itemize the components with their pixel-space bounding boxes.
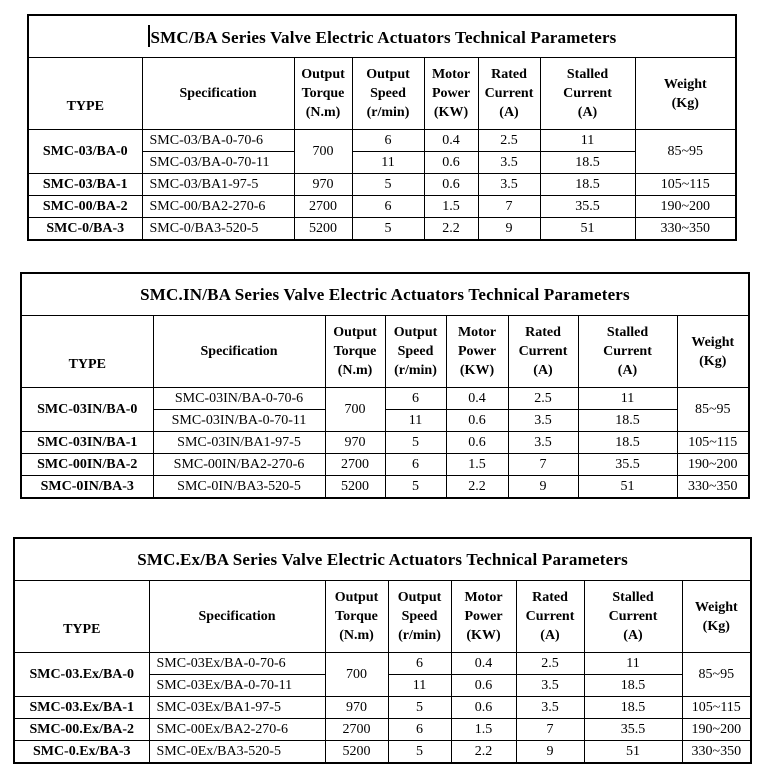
table-smc-ba: [27, 14, 737, 241]
table-row: [14, 719, 751, 741]
cell-type: SMC-0.Ex/BA-3: [14, 741, 149, 764]
column-header-motor-power: [446, 316, 508, 388]
column-header-rated-current: [508, 316, 578, 388]
cell-spec: SMC-03Ex/BA-0-70-11: [149, 675, 325, 697]
title-row: [14, 538, 751, 581]
header-line: Power: [464, 609, 503, 624]
cell-type: SMC-03IN/BA-1: [21, 432, 153, 454]
table-row: [28, 218, 736, 241]
cell-rated: 3.5: [516, 675, 584, 697]
cell-type: SMC-00/BA-2: [28, 196, 142, 218]
cell-torque: 970: [325, 697, 388, 719]
cell-speed: 5: [352, 174, 424, 196]
cell-weight: 105~115: [682, 697, 751, 719]
cell-speed: 6: [352, 130, 424, 152]
header-line: (Kg): [702, 618, 730, 634]
column-header-stalled-current: [584, 581, 682, 653]
cell-torque: 700: [325, 388, 385, 432]
table-title: [14, 538, 751, 581]
header-row: [14, 581, 751, 653]
cell-rated: 7: [478, 196, 540, 218]
header-line: (N.m): [339, 628, 374, 643]
column-header-type: TYPE: [14, 581, 149, 653]
header-line: (KW): [466, 628, 501, 643]
column-header-specification: Specification: [153, 316, 325, 388]
column-header-specification: Specification: [149, 581, 325, 653]
cell-spec: SMC-03Ex/BA1-97-5: [149, 697, 325, 719]
cell-stalled: 18.5: [584, 697, 682, 719]
column-header-weight: [635, 58, 736, 130]
cell-torque: 5200: [325, 741, 388, 764]
cell-spec: SMC-0/BA3-520-5: [142, 218, 294, 241]
header-line: Speed: [401, 609, 438, 624]
table-smc-ex-ba: [13, 537, 752, 764]
header-line: Rated: [491, 67, 527, 82]
cell-torque: 5200: [294, 218, 352, 241]
cell-rated: 3.5: [478, 174, 540, 196]
cell-stalled: 51: [584, 741, 682, 764]
header-line: Torque: [333, 344, 377, 359]
cell-weight: 85~95: [677, 388, 749, 432]
header-line: Power: [457, 344, 497, 359]
cell-spec: SMC-00/BA2-270-6: [142, 196, 294, 218]
cell-rated: 2.5: [516, 653, 584, 675]
cell-weight: 190~200: [635, 196, 736, 218]
cell-spec: SMC-0Ex/BA3-520-5: [149, 741, 325, 764]
cell-type: SMC-00IN/BA-2: [21, 454, 153, 476]
cell-speed: 5: [388, 697, 451, 719]
cell-weight: 105~115: [677, 432, 749, 454]
cell-weight: 330~350: [635, 218, 736, 241]
cell-type: SMC-00.Ex/BA-2: [14, 719, 149, 741]
cell-stalled: 35.5: [584, 719, 682, 741]
table-title-text: SMC/BA Series Valve Electric Actuators Technical Parameters: [150, 28, 617, 47]
cell-torque: 700: [294, 130, 352, 174]
column-header-output-speed: [385, 316, 446, 388]
cell-speed: 5: [385, 476, 446, 499]
header-line: Torque: [301, 86, 345, 101]
header-line: (A): [533, 363, 553, 378]
table-title-text: SMC.IN/BA Series Valve Electric Actuators Technical Parameters: [140, 284, 630, 304]
cell-spec: SMC-03/BA-0-70-11: [142, 152, 294, 174]
cell-type: SMC-03.Ex/BA-0: [14, 653, 149, 697]
cell-spec: SMC-03IN/BA-0-70-6: [153, 388, 325, 410]
cell-speed: 6: [388, 653, 451, 675]
cell-speed: 5: [388, 741, 451, 764]
title-row: [28, 15, 736, 58]
cell-type: SMC-03.Ex/BA-1: [14, 697, 149, 719]
column-header-weight: [682, 581, 751, 653]
column-header-type: TYPE: [21, 316, 153, 388]
header-line: Output: [397, 590, 442, 605]
header-line: (KW): [433, 105, 469, 120]
cell-power: 1.5: [424, 196, 478, 218]
cell-stalled: 18.5: [584, 675, 682, 697]
cell-power: 2.2: [446, 476, 508, 499]
header-line: (N.m): [337, 363, 373, 378]
header-line: Weight: [694, 599, 738, 615]
header-line: (r/min): [366, 105, 410, 120]
cell-weight: 330~350: [682, 741, 751, 764]
text-cursor: [148, 25, 150, 47]
cell-speed: 6: [388, 719, 451, 741]
cell-spec: SMC-03/BA1-97-5: [142, 174, 294, 196]
cell-speed: 11: [388, 675, 451, 697]
cell-torque: 2700: [325, 719, 388, 741]
header-line: Torque: [335, 609, 378, 624]
cell-weight: 330~350: [677, 476, 749, 499]
header-line: Stalled: [606, 325, 649, 340]
cell-stalled: 18.5: [578, 410, 677, 432]
header-line: (r/min): [394, 363, 437, 378]
header-line: (A): [499, 105, 519, 120]
cell-weight: 105~115: [635, 174, 736, 196]
header-line: (KW): [459, 363, 495, 378]
cell-speed: 6: [352, 196, 424, 218]
page: [0, 14, 761, 767]
table-row: [14, 653, 751, 675]
cell-power: 0.6: [451, 697, 516, 719]
column-header-output-torque: [325, 581, 388, 653]
cell-speed: 11: [352, 152, 424, 174]
header-line: Output: [393, 325, 438, 340]
header-line: (A): [577, 105, 598, 120]
header-line: (A): [617, 363, 638, 378]
header-line: (A): [623, 628, 643, 643]
cell-power: 0.6: [424, 174, 478, 196]
cell-rated: 3.5: [508, 410, 578, 432]
cell-stalled: 51: [540, 218, 635, 241]
cell-speed: 5: [352, 218, 424, 241]
table-row: [28, 196, 736, 218]
cell-power: 2.2: [424, 218, 478, 241]
table-row: [21, 476, 749, 499]
table-row: [28, 174, 736, 196]
header-line: Speed: [370, 86, 406, 101]
cell-power: 1.5: [451, 719, 516, 741]
header-line: Motor: [431, 67, 471, 82]
header-line: Motor: [464, 590, 503, 605]
cell-type: SMC-03/BA-0: [28, 130, 142, 174]
cell-type: SMC-0/BA-3: [28, 218, 142, 241]
cell-stalled: 11: [584, 653, 682, 675]
column-header-motor-power: [424, 58, 478, 130]
cell-power: 0.4: [424, 130, 478, 152]
column-header-output-speed: [352, 58, 424, 130]
header-line: Output: [301, 67, 345, 82]
cell-type: SMC-03IN/BA-0: [21, 388, 153, 432]
header-line: (Kg): [699, 353, 727, 369]
cell-power: 1.5: [446, 454, 508, 476]
header-line: Power: [431, 86, 471, 101]
table-row: [21, 388, 749, 410]
cell-stalled: 18.5: [578, 432, 677, 454]
column-header-type: TYPE: [28, 58, 142, 130]
header-line: Current: [484, 86, 534, 101]
cell-torque: 5200: [325, 476, 385, 499]
table-title: [28, 15, 736, 58]
header-row: [28, 58, 736, 130]
cell-stalled: 11: [578, 388, 677, 410]
cell-rated: 9: [478, 218, 540, 241]
cell-weight: 190~200: [682, 719, 751, 741]
column-header-output-speed: [388, 581, 451, 653]
header-line: Weight: [663, 76, 707, 92]
column-header-rated-current: [478, 58, 540, 130]
cell-rated: 3.5: [516, 697, 584, 719]
cell-torque: 970: [325, 432, 385, 454]
header-line: Rated: [532, 590, 568, 605]
cell-spec: SMC-03Ex/BA-0-70-6: [149, 653, 325, 675]
header-line: Output: [366, 67, 410, 82]
cell-stalled: 51: [578, 476, 677, 499]
column-header-output-torque: [294, 58, 352, 130]
column-header-stalled-current: [540, 58, 635, 130]
cell-weight: 85~95: [682, 653, 751, 697]
table-smc-in-ba: [20, 272, 750, 499]
header-line: Speed: [397, 344, 434, 359]
cell-power: 0.6: [424, 152, 478, 174]
table-title: [21, 273, 749, 316]
header-line: (N.m): [305, 105, 341, 120]
cell-rated: 3.5: [478, 152, 540, 174]
header-line: Current: [563, 86, 612, 101]
cell-power: 2.2: [451, 741, 516, 764]
header-line: (Kg): [671, 95, 699, 111]
cell-power: 0.4: [446, 388, 508, 410]
header-line: (A): [540, 628, 560, 643]
cell-rated: 9: [508, 476, 578, 499]
cell-weight: 85~95: [635, 130, 736, 174]
cell-rated: 2.5: [508, 388, 578, 410]
table-row: [14, 741, 751, 764]
header-line: Motor: [457, 325, 497, 340]
table-row: [21, 454, 749, 476]
table-row: [28, 130, 736, 152]
cell-weight: 190~200: [677, 454, 749, 476]
header-row: [21, 316, 749, 388]
table-title-text: SMC.Ex/BA Series Valve Electric Actuators Technical Parameters: [137, 549, 628, 569]
column-header-rated-current: [516, 581, 584, 653]
header-line: Weight: [691, 334, 735, 350]
cell-torque: 700: [325, 653, 388, 697]
cell-spec: SMC-00Ex/BA2-270-6: [149, 719, 325, 741]
header-line: Stalled: [566, 67, 609, 82]
cell-power: 0.6: [446, 432, 508, 454]
header-line: Current: [518, 344, 568, 359]
header-line: Current: [603, 344, 652, 359]
cell-torque: 970: [294, 174, 352, 196]
cell-rated: 7: [516, 719, 584, 741]
cell-rated: 3.5: [508, 432, 578, 454]
column-header-output-torque: [325, 316, 385, 388]
cell-rated: 2.5: [478, 130, 540, 152]
column-header-motor-power: [451, 581, 516, 653]
cell-spec: SMC-03/BA-0-70-6: [142, 130, 294, 152]
cell-rated: 7: [508, 454, 578, 476]
cell-type: SMC-0IN/BA-3: [21, 476, 153, 499]
header-line: Current: [608, 609, 658, 624]
cell-stalled: 11: [540, 130, 635, 152]
header-line: Stalled: [612, 590, 654, 605]
cell-speed: 6: [385, 454, 446, 476]
cell-speed: 5: [385, 432, 446, 454]
table-row: [21, 432, 749, 454]
cell-stalled: 35.5: [540, 196, 635, 218]
table-row: [14, 697, 751, 719]
cell-stalled: 18.5: [540, 174, 635, 196]
title-row: [21, 273, 749, 316]
cell-torque: 2700: [325, 454, 385, 476]
header-line: Output: [334, 590, 379, 605]
cell-stalled: 35.5: [578, 454, 677, 476]
cell-spec: SMC-03IN/BA-0-70-11: [153, 410, 325, 432]
column-header-weight: [677, 316, 749, 388]
header-line: Rated: [525, 325, 561, 340]
column-header-specification: Specification: [142, 58, 294, 130]
cell-torque: 2700: [294, 196, 352, 218]
cell-spec: SMC-0IN/BA3-520-5: [153, 476, 325, 499]
cell-speed: 11: [385, 410, 446, 432]
header-line: Current: [525, 609, 575, 624]
cell-type: SMC-03/BA-1: [28, 174, 142, 196]
cell-power: 0.4: [451, 653, 516, 675]
column-header-stalled-current: [578, 316, 677, 388]
header-line: (r/min): [398, 628, 441, 643]
cell-power: 0.6: [446, 410, 508, 432]
cell-rated: 9: [516, 741, 584, 764]
cell-power: 0.6: [451, 675, 516, 697]
header-line: Output: [333, 325, 377, 340]
cell-spec: SMC-00IN/BA2-270-6: [153, 454, 325, 476]
cell-spec: SMC-03IN/BA1-97-5: [153, 432, 325, 454]
cell-speed: 6: [385, 388, 446, 410]
cell-stalled: 18.5: [540, 152, 635, 174]
